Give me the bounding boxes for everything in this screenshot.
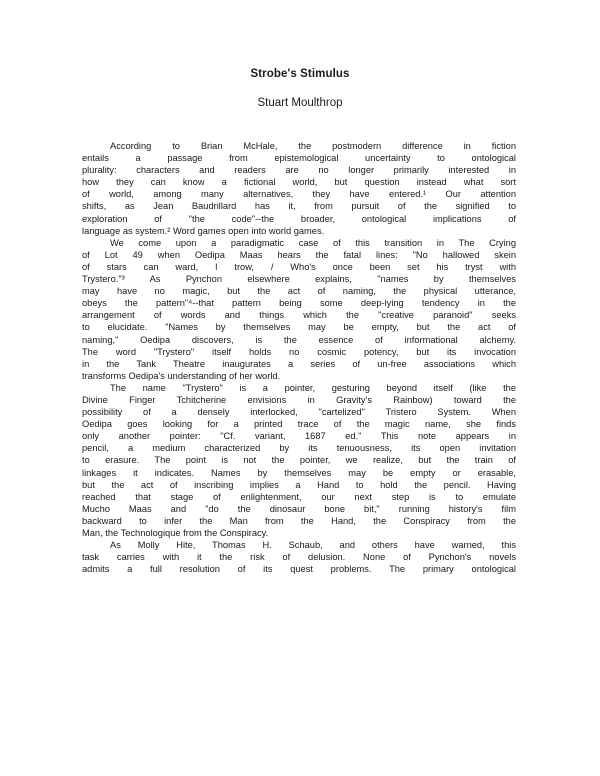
text-line: arrangement of words and things which the "creative paranoid" seeks	[82, 310, 516, 321]
text-line: The name "Trystero" is a pointer, gesturing beyond itself (like the	[110, 382, 516, 393]
text-line: pencil, a medium characterized by its tenuousness, its open invitation	[82, 443, 516, 454]
text-line: only another pointer: "Cf. variant, 1687 ed." This note appears in	[82, 431, 516, 442]
text-line: may have no magic, but the act of naming, the physical utterance,	[82, 286, 516, 297]
text-line: Oedipa goes looking for a printed trace of the magic name, she finds	[82, 419, 516, 430]
text-line: naming," Oedipa discovers, is the essence of informational alchemy.	[82, 334, 516, 345]
text-line: in the Tank Theatre inaugurates a series of un-free associations which	[82, 358, 516, 369]
text-line: shifts, as Jean Baudrillard has it, from pursuit of the signified to	[82, 201, 516, 212]
text-line: of stars can ward, I trow, / Who's once been set his tryst with	[82, 261, 516, 272]
paragraph	[82, 237, 516, 382]
text-line: Mucho Maas and "do the dinosaur bone bit," running history's film	[82, 503, 516, 514]
text-line: to elucidate. "Names by themselves may be empty, but the act of	[82, 322, 516, 333]
text-line: language as system.² Word games open into world games.	[82, 225, 325, 236]
text-line: entails a passage from epistemological uncertainty to ontological	[82, 153, 516, 164]
text-line: exploration of "the code"--the broader, ontological implications of	[82, 213, 516, 224]
text-line: We come upon a paradigmatic case of this transition in The Crying	[110, 237, 516, 248]
text-line: backward to infer the Man from the Hand, the Conspiracy from the	[82, 515, 516, 526]
paragraph	[82, 382, 516, 539]
text-line: task carries with it the risk of delusion. None of Pynchon's novels	[82, 552, 516, 563]
text-line: how they can know a fictional world, but question instead what sort	[82, 177, 516, 188]
body-text	[82, 140, 516, 575]
paper-title: Strobe's Stimulus	[250, 68, 350, 80]
text-line: of Lot 49 when Oedipa Maas hears the fatal lines: "No hallowed skein	[82, 249, 516, 260]
paragraph	[82, 539, 516, 575]
text-line: admits a full resolution of its quest problems. The primary ontological	[82, 564, 516, 575]
paragraph	[82, 140, 516, 237]
paper-author: Stuart Moulthrop	[257, 97, 343, 109]
text-line: of world, among many alternatives, they have entered.¹ Our attention	[82, 189, 516, 200]
text-line: to erasure. The point is not the pointer, we realize, but the train of	[82, 455, 516, 466]
text-line: obeys the pattern"⁴--that pattern being some deep-lying tendency in the	[82, 298, 516, 309]
text-line: According to Brian McHale, the postmodern difference in fiction	[110, 141, 516, 151]
text-line: Trystero."³ As Pynchon elsewhere explains, "names by themselves	[82, 274, 516, 285]
text-line: Divine Finger Tchitcherine envisions in Gravity's Rainbow) toward the	[82, 394, 516, 405]
text-line: transforms Oedipa's understanding of her world.	[82, 370, 281, 381]
text-line: plurality: characters and readers are no longer primarily interested in	[82, 165, 516, 176]
text-line: possibility of a densely interlocked, "cartelized" Tristero System. When	[82, 407, 516, 418]
text-line: linkages it indicates. Names by themselves may be empty or erasable,	[82, 467, 516, 478]
text-line: Man, the Technologique from the Conspiracy.	[82, 528, 269, 538]
text-line: The word "Trystero" itself holds no cosmic potency, but its invocation	[82, 346, 516, 357]
text-line: but the act of inscribing implies a Hand to hold the pencil. Having	[82, 479, 516, 490]
text-line: As Molly Hite, Thomas H. Schaub, and others have warned, this	[110, 540, 516, 551]
text-line: reached that stage of enlightenment, our next step is to emulate	[82, 491, 516, 502]
